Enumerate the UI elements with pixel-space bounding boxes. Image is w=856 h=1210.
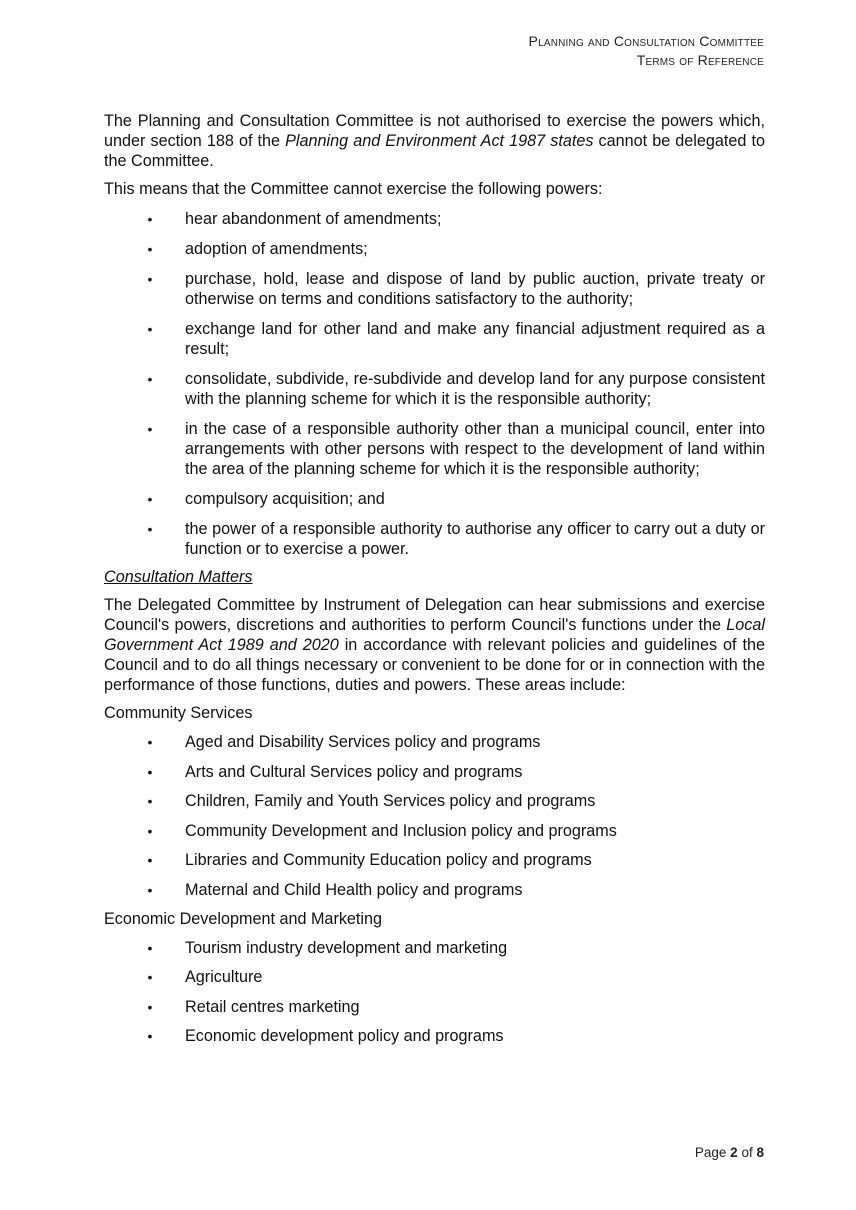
footer-current-page: 2 (730, 1145, 738, 1160)
header-committee-name: Planning and Consultation Committee (528, 33, 764, 49)
page-body (104, 111, 765, 1056)
list-item (104, 369, 765, 409)
list-item-text: in the case of a responsible authority other than a municipal council, enter into arrangements with other persons with respect to the development of land within the area of the planning scheme for which it is the responsible authority; (185, 420, 765, 478)
bullet-icon: • (147, 521, 153, 537)
list-item (104, 519, 765, 559)
page-footer (695, 1143, 764, 1163)
list-item-text: Children, Family and Youth Services policy and programs (185, 792, 596, 811)
list-item-text: Tourism industry development and marketing (185, 938, 508, 957)
list-item-text: consolidate, subdivide, re-subdivide and develop land for any purpose consistent with the planning scheme for which it is the responsible authority; (185, 370, 765, 408)
bullet-icon: • (147, 211, 153, 227)
list-item-text: the power of a responsible authority to authorise any officer to carry out a duty or function or to exercise a power. (185, 520, 765, 558)
bullet-icon: • (147, 271, 153, 287)
list-item (104, 967, 765, 987)
list-item-text: Libraries and Community Education policy and programs (185, 851, 592, 870)
intro-text-2: cannot be delegated to the Committee. (104, 132, 765, 170)
list-item (104, 880, 765, 900)
bullet-icon: • (147, 241, 153, 257)
list-item (104, 732, 765, 752)
list-item-text: Arts and Cultural Services policy and programs (185, 762, 523, 781)
bullet-icon: • (147, 763, 153, 780)
consultation-text-2: in accordance with relevant policies and guidelines of the Council and to do all things necessary or convenient to be done for or in connection with the performance of those functions, duties and powers. These areas include: (104, 636, 765, 694)
list-item (104, 997, 765, 1017)
list-item (104, 239, 765, 259)
list-item-text: hear abandonment of amendments; (185, 210, 442, 228)
community-services-list (104, 732, 765, 900)
consultation-act-title: Local Government Act 1989 and 2020 (104, 616, 765, 654)
list-item-text: compulsory acquisition; and (185, 490, 385, 508)
bullet-icon: • (147, 421, 153, 437)
list-item (104, 489, 765, 509)
header-doc-title: Terms of Reference (636, 52, 764, 68)
list-item (104, 938, 765, 958)
bullet-icon: • (147, 793, 153, 810)
list-item (104, 850, 765, 870)
list-item (104, 1026, 765, 1046)
bullet-icon: • (147, 1028, 153, 1045)
consultation-paragraph (104, 595, 765, 695)
community-services-label: Community Services (104, 704, 253, 722)
list-item-text: Retail centres marketing (185, 997, 360, 1016)
list-item-text: exchange land for other land and make any financial adjustment required as a result; (185, 320, 765, 358)
intro-text-1: The Planning and Consultation Committee is not authorised to exercise the powers which, under section 188 of the (104, 112, 765, 150)
list-item (104, 209, 765, 229)
powers-list (104, 209, 765, 559)
footer-of-word: of (741, 1145, 753, 1160)
consultation-heading: Consultation Matters (104, 568, 253, 586)
list-item-text: purchase, hold, lease and dispose of land by public auction, private treaty or otherwise on terms and conditions satisfactory to the authority; (185, 270, 765, 308)
bullet-icon: • (147, 734, 153, 750)
intro-paragraph (104, 111, 765, 171)
powers-lead: This means that the Committee cannot exercise the following powers: (104, 180, 603, 198)
footer-page-word: Page (694, 1145, 727, 1160)
list-item-text: Aged and Disability Services policy and programs (185, 733, 541, 751)
list-item-text: Agriculture (185, 968, 263, 987)
list-item (104, 791, 765, 811)
list-item (104, 762, 765, 782)
intro-act-title: Planning and Environment Act 1987 states (285, 132, 594, 150)
page-header (529, 32, 764, 70)
economic-development-label: Economic Development and Marketing (104, 909, 383, 928)
bullet-icon: • (147, 321, 153, 337)
list-item (104, 319, 765, 359)
list-item-text: adoption of amendments; (185, 240, 368, 258)
bullet-icon: • (147, 939, 153, 956)
list-item (104, 821, 765, 841)
economic-development-list (104, 938, 765, 1047)
list-item-text: Economic development policy and programs (185, 1027, 504, 1046)
bullet-icon: • (147, 852, 153, 869)
bullet-icon: • (147, 491, 153, 507)
consultation-text-1: The Delegated Committee by Instrument of Delegation can hear submissions and exercise Council's powers, discretions and authorities to perform Council's functions under the (104, 596, 765, 634)
bullet-icon: • (147, 998, 153, 1015)
footer-total-pages: 8 (756, 1145, 764, 1160)
list-item (104, 419, 765, 479)
bullet-icon: • (147, 881, 153, 898)
list-item-text: Maternal and Child Health policy and programs (185, 880, 523, 899)
list-item-text: Community Development and Inclusion policy and programs (185, 821, 617, 840)
bullet-icon: • (147, 969, 153, 986)
list-item (104, 269, 765, 309)
bullet-icon: • (147, 822, 153, 839)
bullet-icon: • (147, 371, 153, 387)
